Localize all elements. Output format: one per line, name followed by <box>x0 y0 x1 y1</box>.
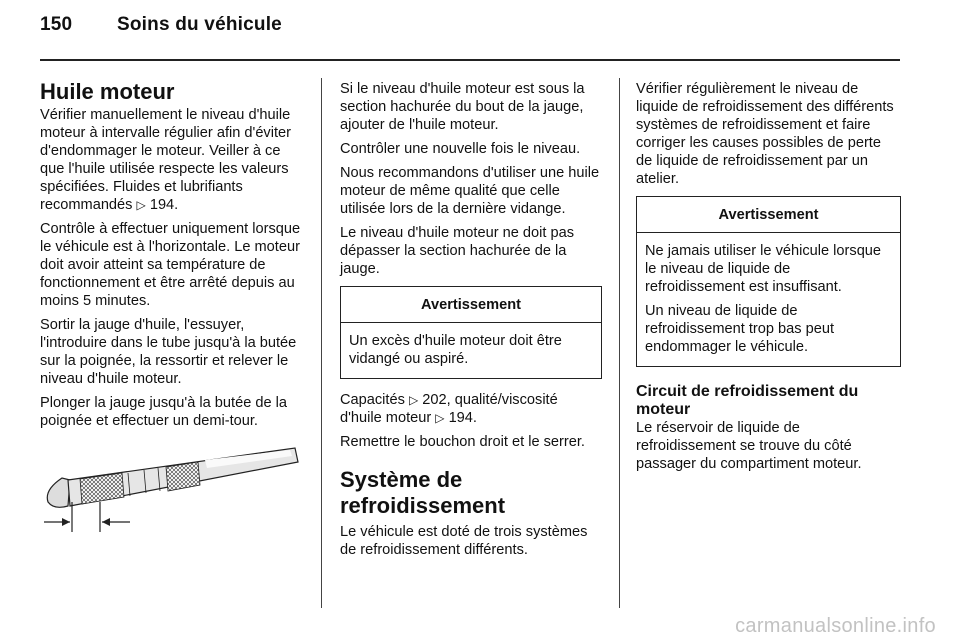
column-2 <box>340 80 602 565</box>
paragraph: Nous recommandons d'utiliser une huile moteur de même qualité que celle utilisée lors de la dernière vidange. <box>340 165 600 217</box>
column-3 <box>636 80 901 479</box>
column-divider-2 <box>619 78 620 608</box>
paragraph: Sortir la jauge d'huile, l'essuyer, l'introduire dans le tube jusqu'à la butée sur la poignée, la ressortir et relever le niveau d'huile moteur. <box>40 317 297 387</box>
paragraph: Contrôle à effectuer uniquement lorsque le véhicule est à l'horizontale. Le moteur doit avoir atteint sa température de fonctionnement et être arrêté depuis au moins 5 minutes. <box>40 221 301 309</box>
paragraph: Vérifier régulièrement le niveau de liquide de refroidissement des différents systèmes de refroidissement et faire corriger les causes possibles de perte de liquide de refroidissement par un atelier. <box>636 81 894 187</box>
warning-title: Avertissement <box>341 287 601 323</box>
page-number: 150 <box>40 14 73 35</box>
paragraph: Capacités ▷ 202, qualité/viscosité d'huile moteur ▷ 194. <box>340 392 558 426</box>
oil-dipstick-illustration <box>40 440 300 532</box>
page-reference-arrow-icon: ▷ <box>136 198 146 212</box>
column-divider-1 <box>321 78 322 608</box>
warning-text: Un niveau de liquide de refroidissement trop bas peut endommager le véhicule. <box>645 303 835 355</box>
warning-box <box>340 286 602 379</box>
column-1 <box>40 80 304 436</box>
section-heading-cooling-system: Système de refroidissement <box>340 467 506 518</box>
paragraph: Si le niveau d'huile moteur est sous la section hachurée du bout de la jauge, ajouter de l'huile moteur. <box>340 81 585 133</box>
watermark: carmanualsonline.info <box>735 615 936 637</box>
paragraph: Vérifier manuellement le niveau d'huile moteur à intervalle régulier afin d'éviter d'endommager le moteur. Veiller à ce que l'huile utilisée respecte les valeurs spécifiées. Fluides et lubrifiants recommandés ▷ 194. <box>40 107 292 213</box>
paragraph: Le véhicule est doté de trois systèmes de refroidissement différents. <box>340 524 588 558</box>
paragraph: Remettre le bouchon droit et le serrer. <box>340 434 585 450</box>
section-heading-engine-oil: Huile moteur <box>40 79 175 104</box>
paragraph: Plonger la jauge jusqu'à la butée de la poignée et effectuer un demi-tour. <box>40 395 288 429</box>
page-reference-arrow-icon: ▷ <box>408 393 419 407</box>
paragraph: Le niveau d'huile moteur ne doit pas dépasser la section hachurée de la jauge. <box>340 225 575 277</box>
page-title: Soins du véhicule <box>117 14 282 35</box>
subheading-engine-cooling-circuit: Circuit de refroidissement du moteur <box>636 383 859 418</box>
paragraph: Le réservoir de liquide de refroidissement se trouve du côté passager du compartiment moteur. <box>636 420 862 472</box>
header-rule <box>40 59 900 61</box>
paragraph: Contrôler une nouvelle fois le niveau. <box>340 141 581 157</box>
warning-box <box>636 196 901 367</box>
warning-title: Avertissement <box>637 197 900 233</box>
warning-text: Un excès d'huile moteur doit être vidangé ou aspiré. <box>349 333 562 367</box>
warning-text: Ne jamais utiliser le véhicule lorsque le niveau de liquide de refroidissement est insuffisant. <box>645 243 882 295</box>
page-reference-arrow-icon: ▷ <box>435 411 445 425</box>
